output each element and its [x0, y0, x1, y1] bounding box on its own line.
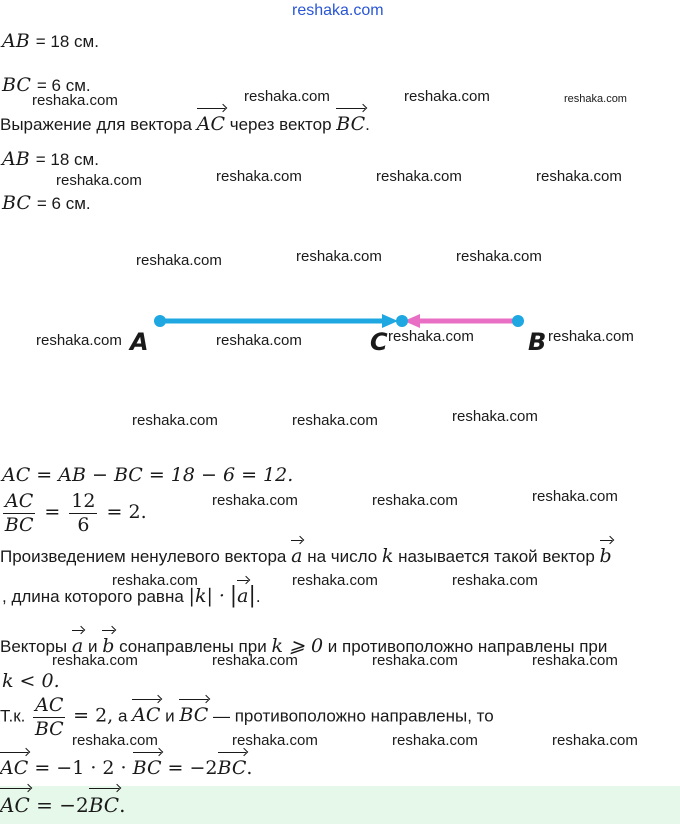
- definition-line1: Произведением ненулевого вектора a на число k называется такой вектор b: [0, 540, 612, 567]
- vector-a: a: [291, 540, 302, 567]
- watermark: reshaka.com: [452, 408, 538, 425]
- codir-line1: Векторы a и b сонаправлены при k ⩾ 0 и противоположно направлены при: [0, 630, 607, 657]
- vector-b2: b: [102, 630, 114, 657]
- watermark: reshaka.com: [372, 492, 458, 509]
- watermark: reshaka.com: [532, 488, 618, 505]
- watermark: reshaka.com: [372, 652, 458, 669]
- watermark: reshaka.com: [212, 652, 298, 669]
- vector-a2: a: [72, 630, 83, 657]
- watermark: reshaka.com: [136, 252, 222, 269]
- definition-line2: , длина которого равна |k| · | a|.: [2, 580, 261, 608]
- vector-a-abs: a: [237, 580, 248, 607]
- ab-value: = 18 см.: [35, 32, 99, 51]
- task-line: Выражение для вектора AC через вектор BC.: [0, 108, 370, 135]
- vector-bc: BC: [336, 108, 365, 135]
- vector-bc-2: BC: [179, 699, 208, 726]
- fraction-ac-bc-2: $\frac{AC}{BC}$: [34, 694, 64, 740]
- watermark: reshaka.com: [404, 88, 490, 105]
- watermark: reshaka.com: [296, 248, 382, 265]
- task-middle: через вектор: [229, 115, 332, 134]
- ab-value: = 18 см.: [35, 150, 99, 169]
- fraction-ac-bc: $\frac{AC}{BC}$: [4, 490, 34, 536]
- ab-label: AB: [2, 148, 30, 170]
- arrowhead-ac: [382, 314, 398, 328]
- answer-box: [0, 786, 680, 824]
- watermark: reshaka.com: [392, 732, 478, 749]
- vector-bc-final: BC: [89, 788, 119, 817]
- vector-bc-4: BC: [218, 752, 247, 779]
- watermark: reshaka.com: [216, 168, 302, 185]
- watermark: reshaka.com: [56, 172, 142, 189]
- ratio-equation: $\frac{AC}{BC}$ = $\frac{12}{6}$ = 2.: [4, 490, 147, 536]
- watermark: reshaka.com: [552, 732, 638, 749]
- watermark: reshaka.com: [452, 572, 538, 589]
- vector-ac: AC: [197, 108, 225, 135]
- given2-bc: [2, 192, 91, 214]
- watermark: reshaka.com: [232, 732, 318, 749]
- ab-label: AB: [2, 30, 30, 52]
- watermark: reshaka.com: [532, 652, 618, 669]
- watermark: reshaka.com: [244, 88, 330, 105]
- ac-equation: AC = AB − BC = 18 − 6 = 12.: [2, 464, 294, 486]
- point-a-label: A: [130, 328, 149, 356]
- watermark: reshaka.com: [548, 328, 634, 345]
- watermark: reshaka.com: [376, 168, 462, 185]
- watermark: reshaka.com: [112, 572, 198, 589]
- point-c-label: C: [370, 328, 388, 356]
- watermark-top: reshaka.com: [292, 2, 384, 19]
- vector-ac-2: AC: [132, 699, 160, 726]
- watermark: reshaka.com: [52, 652, 138, 669]
- codir-line2: k < 0.: [2, 670, 60, 692]
- vector-ac-final: AC: [0, 788, 30, 817]
- vector-b: b: [600, 540, 612, 567]
- bc-label: BC: [2, 192, 31, 214]
- point-a-dot: [154, 315, 166, 327]
- watermark: reshaka.com: [564, 93, 627, 105]
- bc-value: = 6 см.: [36, 194, 91, 213]
- watermark: reshaka.com: [32, 92, 118, 109]
- fraction-12-6: $\frac{12}{6}$: [71, 490, 96, 536]
- given2-ab: [2, 148, 99, 170]
- point-b-label: B: [528, 328, 547, 356]
- watermark: reshaka.com: [292, 412, 378, 429]
- given-ab: [2, 30, 99, 52]
- watermark: reshaka.com: [132, 412, 218, 429]
- result-line: AC = −1 · 2 · BC = −2 BC.: [0, 752, 252, 779]
- watermark: reshaka.com: [72, 732, 158, 749]
- watermark: reshaka.com: [212, 492, 298, 509]
- task-prefix: Выражение для вектора: [0, 115, 193, 134]
- point-c-dot: [396, 315, 408, 327]
- watermark: reshaka.com: [456, 248, 542, 265]
- watermark: reshaka.com: [292, 572, 378, 589]
- bc-label: BC: [2, 74, 31, 96]
- vector-ac-3: AC: [0, 752, 28, 779]
- watermark: reshaka.com: [216, 332, 302, 349]
- watermark: reshaka.com: [388, 328, 474, 345]
- vector-bc-3: BC: [133, 752, 162, 779]
- bc-value: = 6 см.: [36, 76, 91, 95]
- watermark: reshaka.com: [536, 168, 622, 185]
- since-line: Т.к. $\frac{AC}{BC}$ = 2, а AC и BC — противоположно направлены, то: [0, 694, 494, 740]
- point-b-dot: [512, 315, 524, 327]
- answer-line: AC = −2 BC.: [0, 788, 125, 817]
- watermark: reshaka.com: [36, 332, 122, 349]
